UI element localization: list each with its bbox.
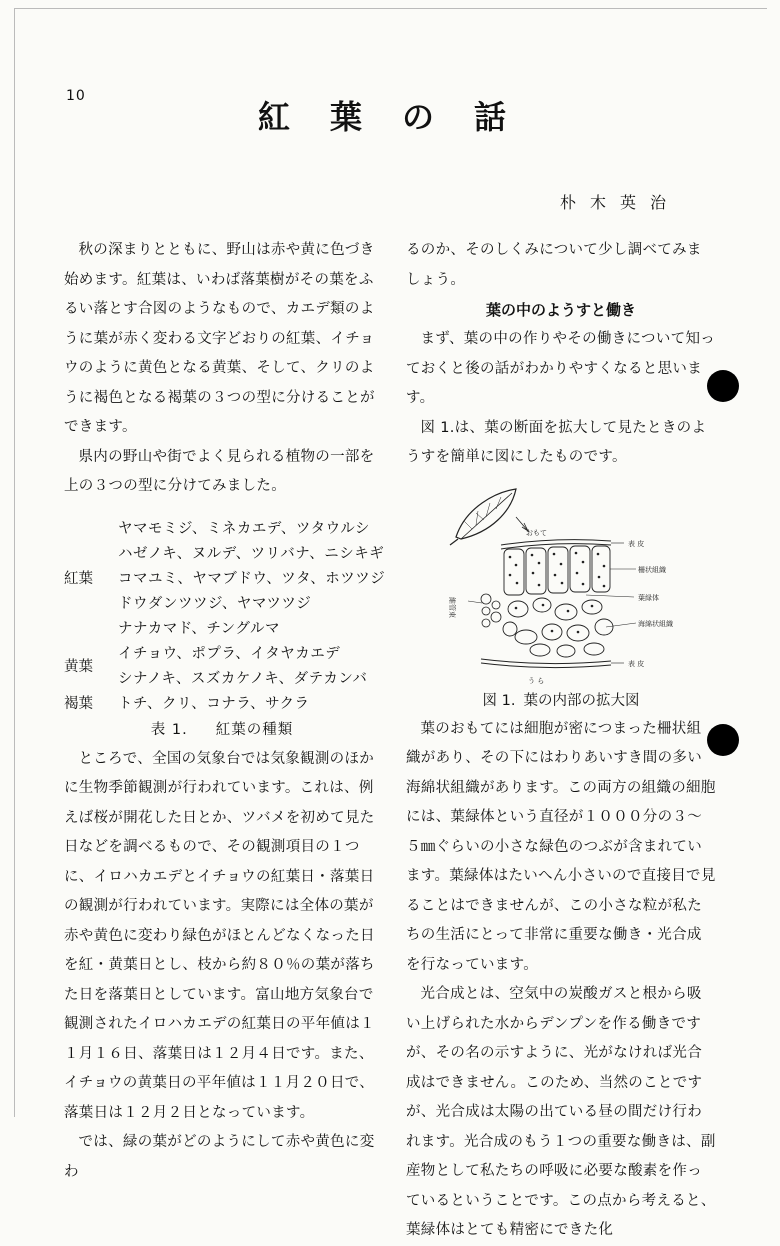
palisade-tissue	[504, 546, 610, 595]
vascular-bundle	[481, 594, 501, 627]
leaf-cross-section-figure	[406, 487, 716, 687]
body-paragraph-1: ところで、全国の気象台では気象観測のほかに生物季節観測が行われています。これは、例えば桜が開花した日とか、ツバメを初めて見た日などを調べるもので、その観測項目の１つに、イロハカエデとイチョウの紅葉日・落葉日の観測が行われています。実際には全体の葉が赤や黄色に変わり緑色がほとんどなくなった日を紅・黄葉日とし、枝から約８０％の葉が落ちた日を落葉日としています。富山地方気象台で観測されたイロハカエデの紅葉日の平年値は１１月１６日、落葉日は１２月４日です。また、イチョウの黄葉日の平年値は１１月２０日で、落葉日は１２月２日となっています。	[64, 750, 375, 1121]
label-top-side: おもて	[526, 528, 547, 537]
row-label-oyo: 黄葉	[64, 658, 93, 675]
section-paragraph-1: まず、葉の中の作りやその働きについて知っておくと後の話がわかりやすくなると思います。	[406, 331, 716, 406]
label-spongy: 海綿状組織	[638, 619, 673, 628]
punch-hole-top	[707, 370, 739, 402]
right-column	[406, 236, 716, 1246]
table-caption: 表 1. 紅葉の種類	[150, 721, 294, 738]
author-name: 朴木英治	[560, 193, 681, 212]
label-epidermis-top: 表 皮	[628, 539, 645, 548]
continuation-text: るのか、そのしくみについて少し調べてみましょう。	[406, 242, 702, 288]
intro-paragraph-1: 秋の深まりとともに、野山は赤や黄に色づき始めます。紅葉は、いわば落葉樹がその葉をふるい落とす合図のようなもので、カエデ類のように葉が赤く変わる文字どおりの紅葉、イチョウのように黄色となる黄葉、そして、クリのように褐色となる褐葉の３つの型に分けることができます。	[64, 242, 375, 435]
article-title: 紅葉の話	[257, 98, 546, 136]
body-paragraph-2: では、緑の葉がどのようにして赤や黄色に変わ	[64, 1134, 375, 1180]
label-chloroplast: 葉緑体	[638, 593, 659, 602]
section-paragraph-2: 図 1.は、葉の断面を拡大して見たときのようすを簡単に図にしたものです。	[406, 419, 707, 465]
left-column	[64, 236, 386, 1187]
leaf-types-table: ヤマモミジ、ミネカエデ、ツタウルシ ハゼノキ、ヌルデ、ツリバナ、ニシキギ 紅葉 コマユミ、ヤマブドウ、ツタ、ホツツジ ドウダンツツジ、ヤマツツジ ナナカマド、チングルマ 黄葉 イチョウ、ポプラ、イタヤカエデ シナノキ、スズカケノキ、ダテカンバ 褐葉 トチ、クリ、コナラ、サクラ	[64, 516, 380, 716]
label-vascular: 維管束	[448, 596, 456, 618]
body-paragraph-right-1: 葉のおもてには細胞が密につまった柵状組織があり、その下にはわりあいすき間の多い海綿状組織があります。この両方の組織の細胞には、葉緑体という直径が１０００分の３～５㎜ぐらいの小さな緑色のつぶが含まれています。葉緑体はたいへん小さいので直接目で見ることはできませんが、この小さな粒が私たちの生活にとって非常に重要な働き・光合成を行なっています。	[406, 720, 716, 973]
label-bottom-side: う ら	[528, 676, 545, 685]
label-epidermis-bottom: 表 皮	[628, 659, 645, 668]
row-label-koyo: 紅葉	[64, 570, 93, 587]
section-heading: 葉の中のようすと働き	[485, 301, 636, 319]
leaf-cross-section-diagram	[406, 487, 716, 687]
row-label-katsuyo: 褐葉	[64, 695, 93, 712]
page-number: 10	[66, 88, 86, 104]
punch-hole-bottom	[707, 724, 739, 756]
body-paragraph-right-2: 光合成とは、空気中の炭酸ガスと根から吸い上げられた水からデンプンを作る働きですが、その名の示すように、光がなければ光合成はできません。このため、当然のことですが、光合成は太陽の出ている昼の間だけ行われます。光合成のもう１つの重要な働きは、副産物として私たちの呼吸に必要な酸素を作っているということです。この点から考えると、葉緑体はとても精密にできた化	[406, 986, 716, 1238]
leaf-icon	[450, 489, 528, 545]
intro-paragraph-2: 県内の野山や街でよく見られる植物の一部を上の３つの型に分けてみました。	[64, 448, 375, 494]
label-palisade: 柵状組織	[638, 565, 666, 574]
spongy-tissue	[503, 598, 613, 657]
figure-caption: 図 1. 葉の内部の拡大図	[482, 692, 640, 709]
